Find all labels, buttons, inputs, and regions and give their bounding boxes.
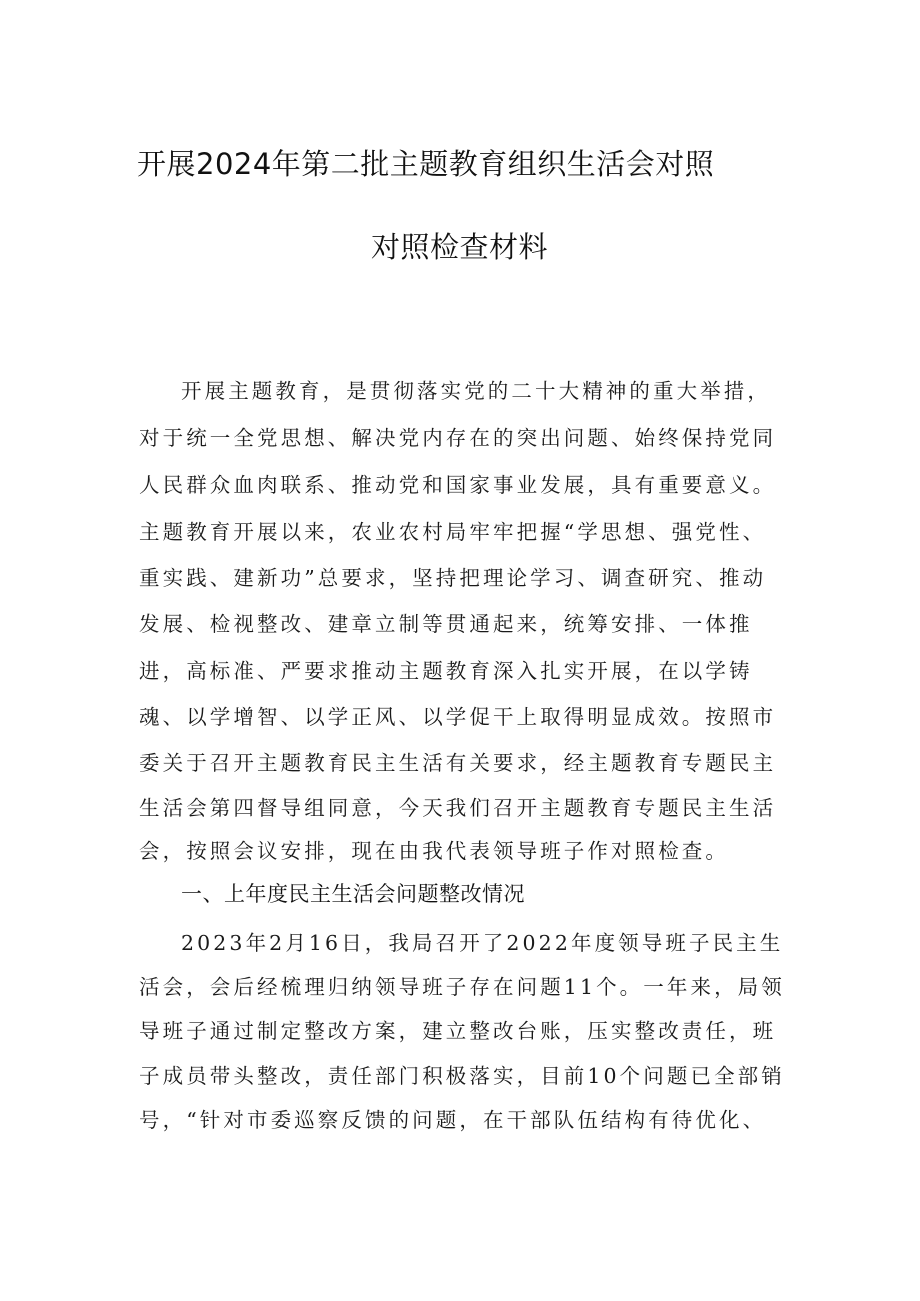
paragraph-2-line: 2023年2月16日，我局召开了2022年度领导班子民主生 [181, 931, 784, 955]
paragraph-1-line: 对于统一全党思想、解决党内存在的突出问题、始终保持党同 [139, 426, 777, 450]
paragraph-2-line: 活会，会后经梳理归纳领导班子存在问题11个。一年来，局领 [139, 975, 785, 999]
paragraph-2-line: 号，“针对市委巡察反馈的问题，在干部队伍结构有待优化、 [139, 1108, 767, 1132]
paragraph-1-line: 会，按照会议安排，现在由我代表领导班子作对照检查。 [139, 839, 729, 863]
paragraph-1-line: 发展、检视整改、建章立制等贯通起来，统筹安排、一体推 [139, 612, 753, 636]
paragraph-1-line: 人民群众血肉联系、推动党和国家事业发展，具有重要意义。 [139, 473, 777, 497]
paragraph-1-line: 生活会第四督导组同意，今天我们召开主题教育专题民主生活 [139, 796, 777, 820]
paragraph-1-line: 进，高标准、严要求推动主题教育深入扎实开展，在以学铸 [139, 659, 753, 683]
paragraph-1-line: 主题教育开展以来，农业农村局牢牢把握“学思想、强党性、 [139, 520, 767, 544]
document-title-line-2: 对照检查材料 [371, 230, 549, 264]
paragraph-1-line: 委关于召开主题教育民主生活有关要求，经主题教育专题民主 [139, 751, 777, 775]
paragraph-2-line: 子成员带头整改，责任部门积极落实，目前10个问题已全部销 [139, 1064, 785, 1088]
paragraph-1-line: 魂、以学增智、以学正风、以学促干上取得明显成效。按照市 [139, 705, 777, 729]
document-title-line-1: 开展2024年第二批主题教育组织生活会对照 [137, 147, 715, 181]
paragraph-1-line: 开展主题教育，是贯彻落实党的二十大精神的重大举措， [181, 379, 771, 403]
section-heading: 一、上年度民主生活会问题整改情况 [181, 882, 525, 906]
paragraph-1-line: 重实践、建新功”总要求，坚持把理论学习、调查研究、推动 [139, 566, 767, 590]
paragraph-2-line: 导班子通过制定整改方案，建立整改台账，压实整改责任，班 [139, 1019, 777, 1043]
